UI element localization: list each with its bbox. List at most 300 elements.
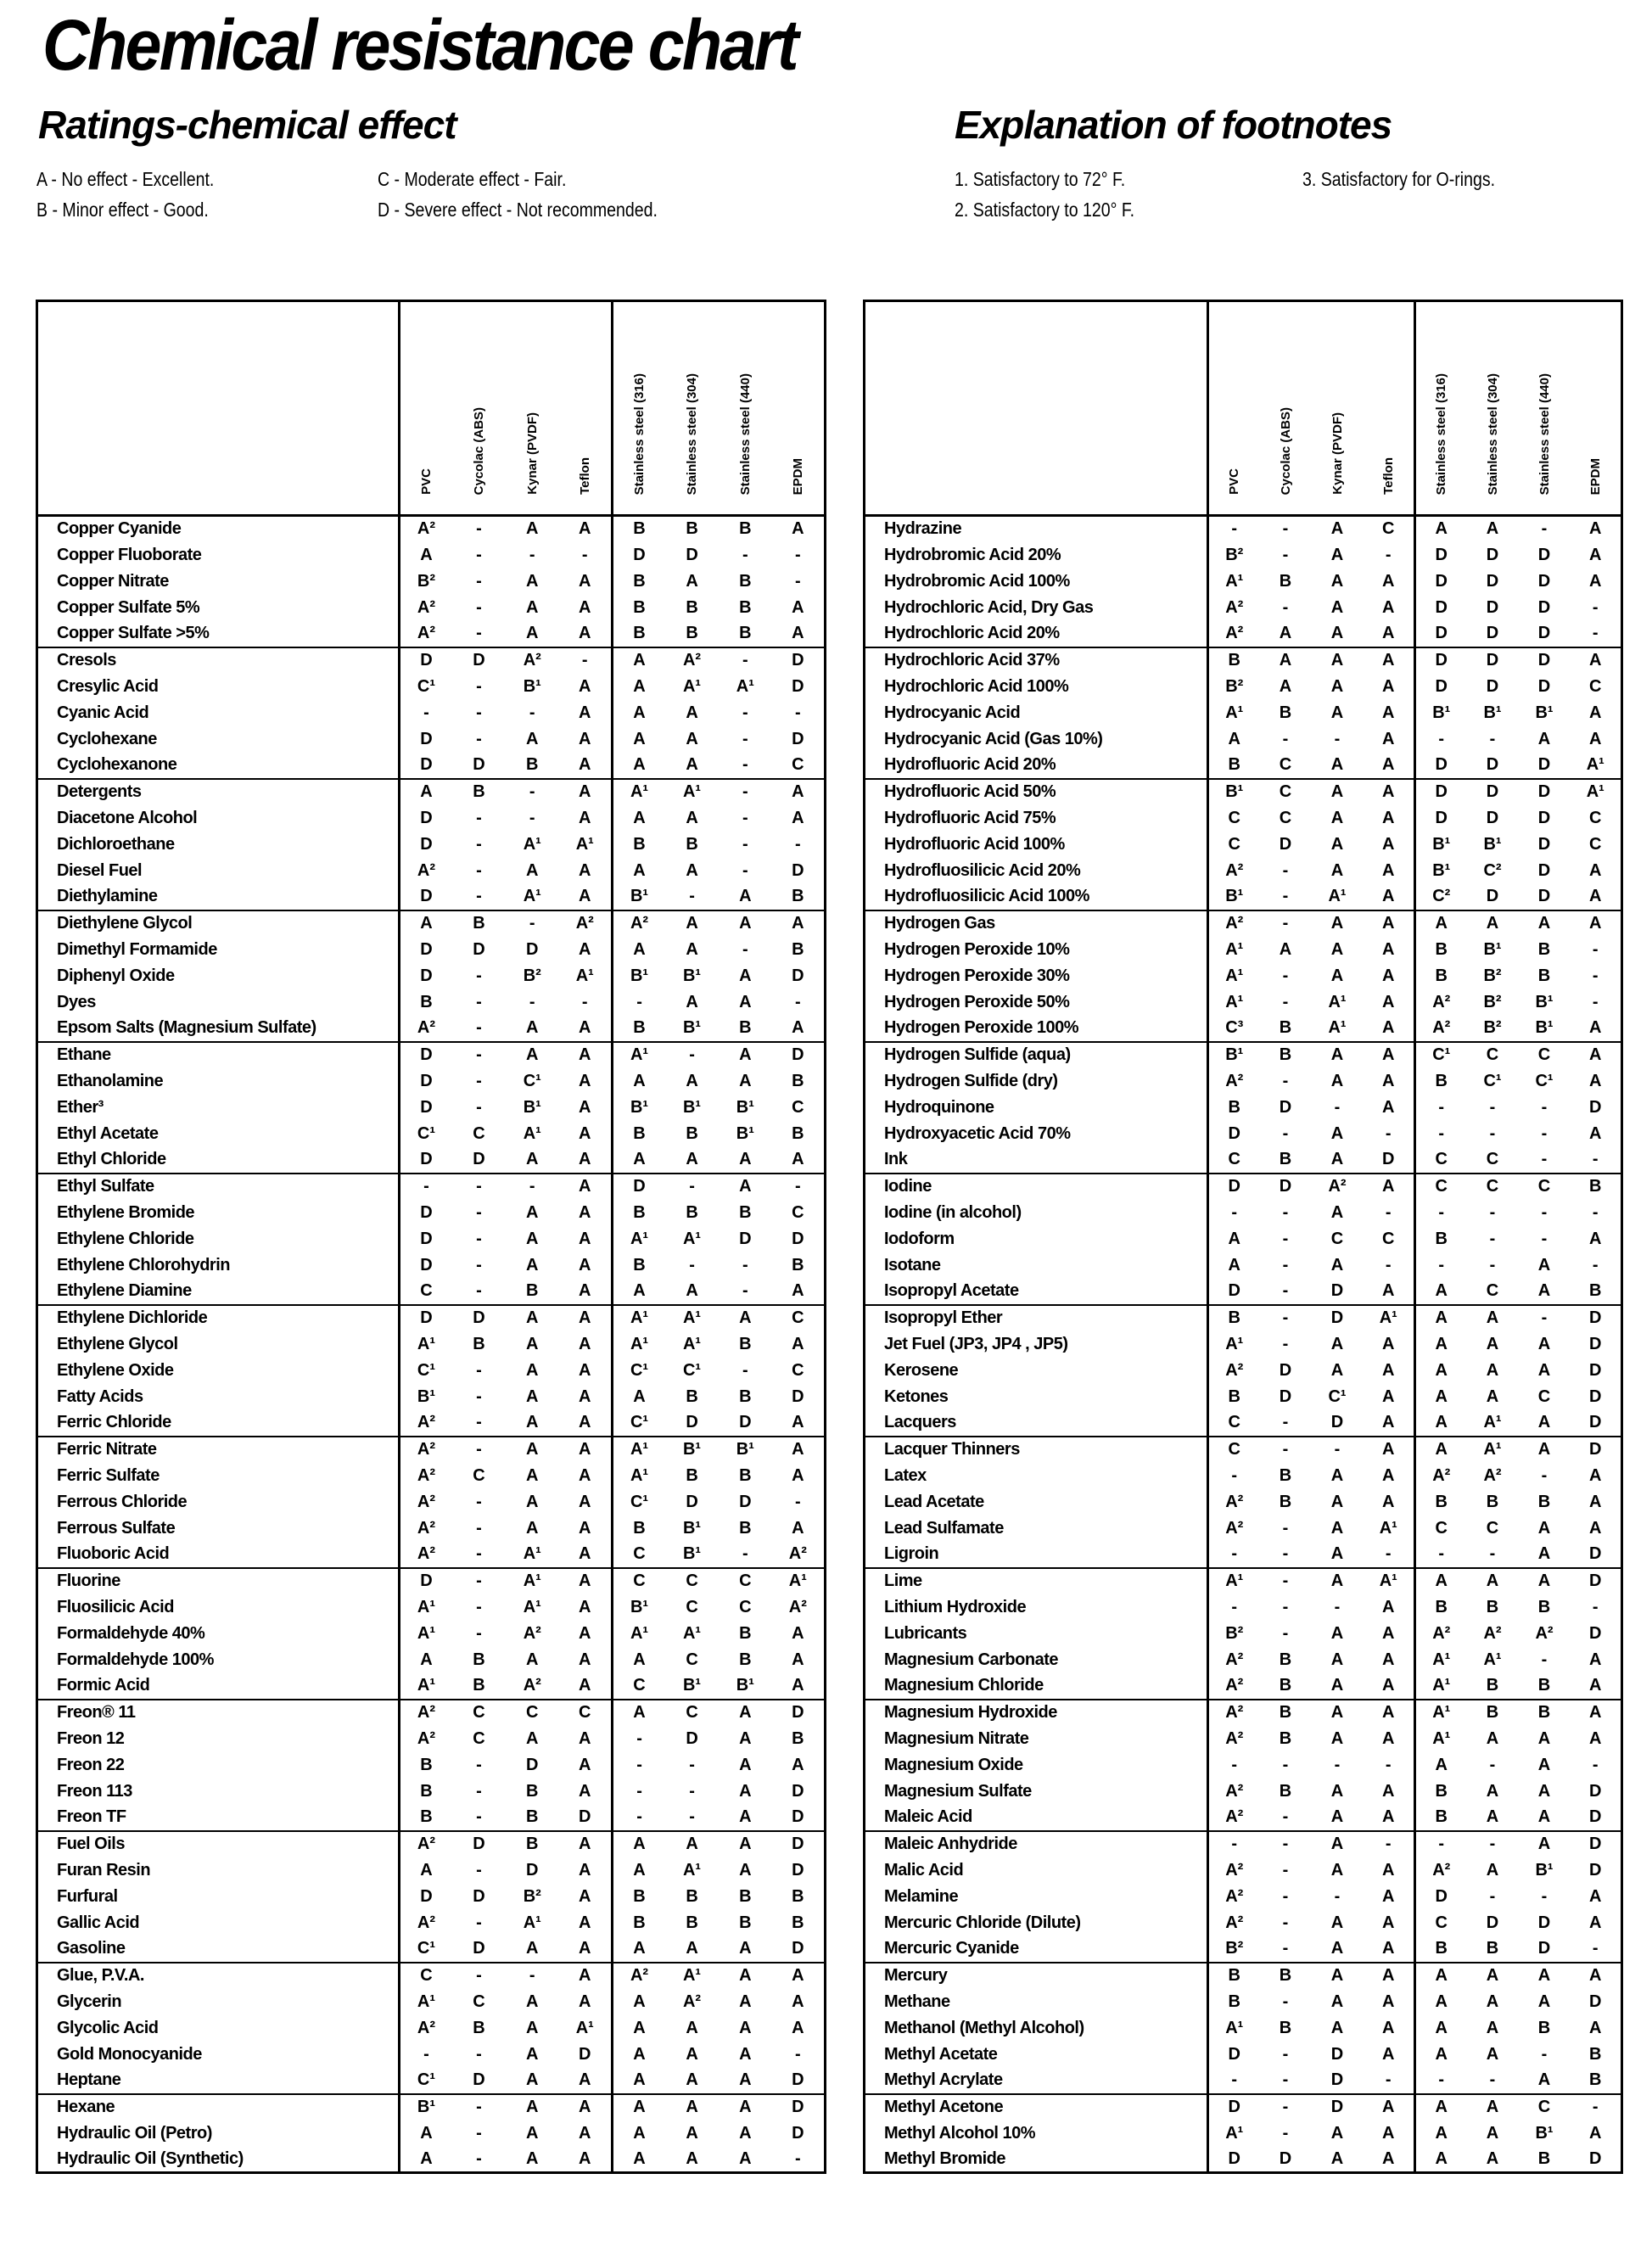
rating-cell: C² xyxy=(1483,860,1502,880)
chemical-name: Hydraulic Oil (Petro) xyxy=(37,2120,400,2147)
rating-cell: - xyxy=(1519,1147,1571,1174)
chemical-name: Freon 113 xyxy=(37,1779,400,1805)
rating-cell: A xyxy=(1364,1437,1415,1463)
rating-cell: B xyxy=(1467,1673,1519,1700)
table-row xyxy=(37,700,826,726)
col-ss316: Stainless steel (316) xyxy=(1434,373,1449,495)
rating-cell: D xyxy=(420,1229,433,1248)
rating-cell: - xyxy=(1231,1835,1238,1853)
rating-cell: A xyxy=(1330,1966,1344,1985)
rating-cell: B¹ xyxy=(1225,1045,1244,1064)
rating-cell: - xyxy=(1282,1334,1289,1353)
rating-cell: A xyxy=(1364,1857,1415,1884)
rating-cell: B xyxy=(473,2018,485,2037)
rating-cell: A xyxy=(1589,860,1602,880)
rating-cell: A xyxy=(1364,1779,1415,1805)
chemical-name: Hydrobromic Acid 20% xyxy=(865,542,1208,569)
chemical-name: Hydrogen Peroxide 100% xyxy=(865,1016,1208,1042)
rating-cell: A xyxy=(1364,595,1415,621)
rating-cell: A¹ xyxy=(1571,753,1622,779)
chemical-name: Mercuric Chloride (Dilute) xyxy=(865,1910,1208,1936)
rating-cell: A xyxy=(1364,989,1415,1016)
rating-cell: C xyxy=(772,753,826,779)
rating-cell: D xyxy=(1589,1992,1602,2011)
rating-cell: A xyxy=(792,1966,804,1985)
rating-cell: A¹ xyxy=(1225,966,1244,985)
rating-cell: A xyxy=(719,1936,772,1963)
rating-cell: A xyxy=(1364,1963,1415,1989)
chemical-name: Isotane xyxy=(865,1252,1208,1279)
table-row xyxy=(865,963,1622,989)
rating-cell: A xyxy=(686,571,698,591)
rating-cell: D xyxy=(420,1571,433,1590)
rating-cell: A xyxy=(1330,1123,1344,1143)
table-row xyxy=(37,621,826,647)
rating-cell: A xyxy=(1589,571,1602,591)
rating-cell: - xyxy=(1282,2123,1289,2143)
chemical-name: Latex xyxy=(865,1463,1208,1489)
chemical-name: Hydroxyacetic Acid 70% xyxy=(865,1121,1208,1147)
rating-cell: A xyxy=(792,1755,804,1774)
col-ss304: Stainless steel (304) xyxy=(1485,373,1500,495)
rating-cell: - xyxy=(665,884,719,910)
table-row xyxy=(865,1542,1622,1568)
rating-cell: A xyxy=(559,1779,613,1805)
rating-cell: - xyxy=(1592,939,1599,959)
rating-cell: B¹ xyxy=(1535,992,1554,1011)
chemical-name: Epsom Salts (Magnesium Sulfate) xyxy=(37,1016,400,1042)
rating-cell: A xyxy=(739,1781,752,1801)
table-row xyxy=(37,1279,826,1305)
table-row xyxy=(865,1621,1622,1647)
chemical-name: Diethylamine xyxy=(37,884,400,910)
rating-cell: - xyxy=(476,1781,482,1801)
rating-cell: D xyxy=(1486,571,1499,591)
rating-cell: D xyxy=(792,1835,804,1853)
rating-cell: C xyxy=(473,1728,485,1748)
rating-cell: A xyxy=(1330,676,1344,696)
rating-cell: B xyxy=(739,597,752,617)
col-epdm: EPDM xyxy=(1588,457,1603,495)
rating-cell: A xyxy=(559,1963,613,1989)
rating-cell: D xyxy=(719,1410,772,1437)
rating-cell: - xyxy=(1592,2098,1599,2116)
chemical-name: Mercuric Cyanide xyxy=(865,1936,1208,1963)
table-row xyxy=(865,621,1622,647)
rating-cell: A xyxy=(633,2044,646,2064)
rating-cell: D xyxy=(792,2123,804,2143)
rating-cell: C¹ xyxy=(1432,1045,1451,1064)
rating-cell: A xyxy=(1330,1465,1344,1485)
table-row xyxy=(37,1884,826,1910)
rating-cell: - xyxy=(1541,1097,1548,1117)
rating-cell: B xyxy=(739,571,752,591)
chemical-name: Hydrofluosilicic Acid 20% xyxy=(865,858,1208,884)
rating-cell: B xyxy=(1589,1177,1602,1196)
rating-cell: D xyxy=(473,939,485,959)
rating-cell: A xyxy=(612,2147,665,2173)
rating-cell: D xyxy=(792,2098,804,2116)
chemical-name: Dyes xyxy=(37,989,400,1016)
rating-cell: A xyxy=(612,1279,665,1305)
chemical-name: Ether³ xyxy=(37,1095,400,1121)
rating-cell: A¹ xyxy=(630,1334,649,1353)
rating-cell: A xyxy=(1435,1386,1448,1406)
rating-cell: - xyxy=(476,571,482,591)
rating-cell: A xyxy=(1312,1542,1364,1568)
rating-cell: - xyxy=(1364,2068,1415,2094)
rating-cell: B xyxy=(1519,2147,1571,2173)
table-row xyxy=(37,1568,826,1594)
rating-cell: A¹ xyxy=(1225,939,1244,959)
rating-cell: D xyxy=(452,1936,506,1963)
rating-cell: A xyxy=(1228,729,1240,748)
table-row xyxy=(865,1200,1622,1226)
chemical-name: Ethanolamine xyxy=(37,1068,400,1095)
rating-cell: A xyxy=(559,2147,613,2173)
rating-cell: A xyxy=(1364,1174,1415,1200)
rating-cell: A xyxy=(612,2068,665,2094)
rating-cell: - xyxy=(1592,1255,1599,1274)
rating-cell: D xyxy=(1571,1410,1622,1437)
table-row xyxy=(37,858,826,884)
rating-cell: A xyxy=(1364,1989,1415,2015)
rating-cell: D xyxy=(1519,621,1571,647)
rating-cell: B xyxy=(633,571,646,591)
rating-cell: D xyxy=(772,1805,826,1831)
rating-cell: A xyxy=(1260,621,1312,647)
rating-cell: - xyxy=(1438,1255,1445,1274)
rating-cell: B xyxy=(1519,1673,1571,1700)
rating-cell: D xyxy=(665,1410,719,1437)
rating-cell: - xyxy=(1260,1279,1312,1305)
rating-cell: A¹ xyxy=(559,832,613,858)
rating-cell: - xyxy=(529,992,535,1011)
rating-cell: - xyxy=(1592,1597,1599,1616)
rating-cell: A xyxy=(772,1279,826,1305)
rating-cell: A² xyxy=(399,1542,452,1568)
rating-cell: A² xyxy=(523,1623,541,1643)
rating-cell: A¹ xyxy=(399,1673,452,1700)
table-row xyxy=(865,1331,1622,1358)
rating-cell: B xyxy=(399,1805,452,1831)
rating-cell: - xyxy=(1231,519,1238,539)
rating-cell: A xyxy=(559,1331,613,1358)
chemical-name: Hydrazine xyxy=(865,516,1208,542)
chemical-name: Formaldehyde 40% xyxy=(37,1621,400,1647)
rating-cell: A xyxy=(633,808,646,827)
rating-cell: B¹ xyxy=(630,966,649,985)
rating-cell: - xyxy=(452,884,506,910)
rating-cell: - xyxy=(689,1045,695,1064)
rating-cell: - xyxy=(452,1410,506,1437)
rating-cell: C xyxy=(739,1597,752,1616)
rating-cell: C xyxy=(792,1360,804,1380)
table-row xyxy=(37,1226,826,1252)
rating-cell: A¹ xyxy=(1432,1650,1451,1669)
rating-cell: A² xyxy=(1432,1623,1451,1643)
rating-cell: D xyxy=(420,1097,433,1117)
rating-cell: A xyxy=(1364,674,1415,700)
rating-cell: A xyxy=(526,860,539,880)
rating-cell: A¹ xyxy=(682,782,702,801)
rating-cell: A² xyxy=(399,1016,452,1042)
rating-cell: A xyxy=(633,1071,646,1090)
rating-cell: A¹ xyxy=(559,963,613,989)
rating-cell: A xyxy=(1589,2123,1602,2143)
table-row xyxy=(37,1700,826,1726)
rating-cell: A xyxy=(559,2068,613,2094)
rating-cell: - xyxy=(1438,729,1445,748)
rating-cell: - xyxy=(742,834,748,854)
rating-cell: A xyxy=(559,1831,613,1857)
chemical-name: Cresols xyxy=(37,647,400,674)
chemical-name: Lubricants xyxy=(865,1621,1208,1647)
rating-cell: A² xyxy=(682,1992,702,2011)
rating-cell: - xyxy=(559,989,613,1016)
chemical-name: Freon TF xyxy=(37,1805,400,1831)
chemical-name: Hydrobromic Acid 100% xyxy=(865,569,1208,595)
rating-cell: - xyxy=(1260,1936,1312,1963)
rating-cell: A xyxy=(420,2123,433,2143)
rating-cell: A xyxy=(1330,1071,1344,1090)
rating-cell: A xyxy=(1415,1279,1467,1305)
rating-cell: B xyxy=(1228,1992,1240,2011)
chemical-name: Copper Cyanide xyxy=(37,516,400,542)
rating-cell: B xyxy=(686,1913,698,1932)
rating-cell: A xyxy=(526,1728,539,1748)
rating-cell: A xyxy=(633,729,646,748)
rating-cell: - xyxy=(1282,2098,1289,2116)
chemical-name: Ethyl Chloride xyxy=(37,1147,400,1174)
rating-cell: A xyxy=(1279,676,1292,696)
rating-cell: A xyxy=(1364,1410,1415,1437)
rating-cell: A¹ xyxy=(1483,1440,1502,1459)
rating-cell: - xyxy=(1282,1071,1289,1090)
rating-cell: A xyxy=(1330,1255,1344,1274)
chemical-name: Magnesium Chloride xyxy=(865,1673,1208,1700)
rating-cell: C xyxy=(1208,1410,1260,1437)
rating-cell: B¹ xyxy=(1432,834,1451,854)
rating-cell: A² xyxy=(1225,1728,1244,1748)
rating-cell: A¹ xyxy=(1225,571,1244,591)
rating-cell: A² xyxy=(1432,992,1451,1011)
rating-cell: B xyxy=(633,1518,646,1538)
rating-cell: A xyxy=(719,884,772,910)
rating-cell: D xyxy=(399,753,452,779)
rating-cell: B xyxy=(420,1755,433,1774)
rating-cell: A xyxy=(1435,1360,1448,1380)
rating-cell: - xyxy=(742,729,748,748)
rating-cell: A xyxy=(1364,1358,1415,1384)
rating-cell: - xyxy=(476,1360,482,1380)
rating-cell: D xyxy=(1537,676,1551,696)
rating-cell: A xyxy=(1467,1805,1519,1831)
rating-cell: - xyxy=(1334,1755,1341,1774)
rating-cell: A xyxy=(1364,858,1415,884)
table-row xyxy=(865,753,1622,779)
rating-cell: A xyxy=(1486,1571,1499,1590)
rating-cell: A xyxy=(1537,1518,1551,1538)
rating-cell: A xyxy=(506,1016,559,1042)
table-row xyxy=(37,1200,826,1226)
rating-cell: A¹ xyxy=(1312,884,1364,910)
table-row xyxy=(37,1805,826,1831)
rating-cell: C³ xyxy=(1208,1016,1260,1042)
rating-cell: - xyxy=(1282,2044,1289,2064)
rating-cell: D xyxy=(1312,1279,1364,1305)
table-row xyxy=(865,1121,1622,1147)
rating-cell: A xyxy=(526,1386,539,1406)
rating-cell: C xyxy=(1589,834,1602,854)
chemical-name: Cyanic Acid xyxy=(37,700,400,726)
rating-cell: D xyxy=(1486,676,1499,696)
chemical-name: Hydrochloric Acid 20% xyxy=(865,621,1208,647)
rating-cell: A xyxy=(633,939,646,959)
rating-cell: - xyxy=(476,1518,482,1538)
rating-a: A - No effect - Excellent. xyxy=(36,168,215,190)
chemical-name: Hydrogen Sulfide (dry) xyxy=(865,1068,1208,1095)
rating-cell: C xyxy=(1486,1518,1499,1538)
rating-cell: - xyxy=(1592,1202,1599,1222)
rating-cell: A xyxy=(792,1334,804,1353)
rating-cell: A xyxy=(686,914,698,933)
rating-cell: - xyxy=(1260,884,1312,910)
table-row xyxy=(37,2015,826,2042)
rating-cell: D xyxy=(1589,1097,1602,1117)
rating-cell: A xyxy=(559,1358,613,1384)
rating-cell: A xyxy=(559,1621,613,1647)
rating-cell: A² xyxy=(417,1728,436,1748)
rating-cell: A xyxy=(792,1465,804,1485)
chemical-name: Formaldehyde 100% xyxy=(37,1647,400,1673)
rating-cell: A xyxy=(665,753,719,779)
table-row xyxy=(865,1384,1622,1410)
rating-cell: A xyxy=(1330,860,1344,880)
rating-cell: - xyxy=(1282,1755,1289,1774)
rating-cell: A xyxy=(559,595,613,621)
rating-cell: A xyxy=(1519,1279,1571,1305)
rating-cell: D xyxy=(1228,1177,1240,1196)
rating-cell: A xyxy=(1435,1571,1448,1590)
rating-cell: A xyxy=(526,1440,539,1459)
rating-cell: A² xyxy=(417,1518,436,1538)
rating-cell: D xyxy=(1537,860,1551,880)
rating-cell: C xyxy=(1208,1147,1260,1174)
rating-cell: B² xyxy=(1467,1016,1519,1042)
chemical-name: Copper Fluoborate xyxy=(37,542,400,569)
rating-cell: A xyxy=(1330,703,1344,722)
rating-cell: B xyxy=(719,1016,772,1042)
rating-cell: A xyxy=(739,2044,752,2064)
rating-cell: C¹ xyxy=(630,1360,649,1380)
rating-cell: - xyxy=(529,703,535,722)
rating-cell: - xyxy=(1282,1518,1289,1538)
rating-cell: - xyxy=(1592,597,1599,617)
rating-cell: A xyxy=(1415,1410,1467,1437)
rating-cell: B² xyxy=(417,571,436,591)
rating-cell: A¹ xyxy=(736,676,754,696)
rating-cell: B¹ xyxy=(1432,860,1451,880)
rating-cell: A xyxy=(1435,1966,1448,1985)
rating-cell: D xyxy=(772,2068,826,2094)
rating-cell: A² xyxy=(1208,621,1260,647)
rating-cell: B xyxy=(612,621,665,647)
rating-cell: A xyxy=(526,519,539,539)
rating-cell: C xyxy=(1435,1913,1448,1932)
rating-cell: A xyxy=(1364,647,1415,674)
rating-cell: D xyxy=(1312,2068,1364,2094)
rating-cell: A xyxy=(1589,1966,1602,1985)
chemical-name: Hydrogen Peroxide 10% xyxy=(865,937,1208,963)
rating-cell: A xyxy=(792,1440,804,1459)
rating-cell: A xyxy=(686,2044,698,2064)
chemical-name: Diesel Fuel xyxy=(37,858,400,884)
rating-cell: A xyxy=(1364,1279,1415,1305)
table-row xyxy=(865,542,1622,569)
rating-cell: D xyxy=(1330,2098,1344,2116)
table-header xyxy=(865,301,1622,516)
table-row xyxy=(37,1147,826,1174)
chemical-name: Magnesium Sulfate xyxy=(865,1779,1208,1805)
rating-cell: A xyxy=(1364,963,1415,989)
rating-cell: A xyxy=(559,1016,613,1042)
chemical-name: Hydrocyanic Acid (Gas 10%) xyxy=(865,726,1208,753)
chemical-name: Gold Monocyanide xyxy=(37,2042,400,2068)
rating-cell: B² xyxy=(1225,1623,1244,1643)
rating-cell: B xyxy=(1589,2044,1602,2064)
rating-cell: - xyxy=(1489,1886,1496,1906)
rating-cell: C xyxy=(420,1966,433,1985)
rating-cell: B¹ xyxy=(1535,703,1554,722)
rating-cell: A¹ xyxy=(630,1623,649,1643)
rating-cell: A xyxy=(1467,2147,1519,2173)
rating-cell: C xyxy=(1435,1177,1448,1196)
rating-cell: - xyxy=(476,1045,482,1064)
rating-cell: A xyxy=(772,1410,826,1437)
rating-cell: B xyxy=(686,1202,698,1222)
header-blank xyxy=(865,301,1208,516)
rating-cell: D xyxy=(792,1781,804,1801)
rating-cell: A² xyxy=(1225,1071,1244,1090)
table-row xyxy=(865,1936,1622,1963)
rating-cell: B xyxy=(1537,1492,1551,1511)
rating-cell: - xyxy=(529,914,535,933)
rating-cell: A xyxy=(1486,2044,1499,2064)
rating-cell: A xyxy=(559,1726,613,1752)
rating-cell: D xyxy=(559,2042,613,2068)
rating-cell: - xyxy=(1541,1123,1548,1143)
rating-cell: C¹ xyxy=(523,1071,541,1090)
rating-cell: - xyxy=(1541,1650,1548,1669)
rating-cell: - xyxy=(795,992,801,1011)
rating-cell: - xyxy=(636,1781,642,1801)
table-row xyxy=(865,1068,1622,1095)
rating-cell: - xyxy=(1231,1465,1238,1485)
rating-cell: - xyxy=(1282,1992,1289,2011)
chemical-name: Copper Nitrate xyxy=(37,569,400,595)
rating-cell: B xyxy=(686,1465,698,1485)
col-pvdf: Kynar (PVDF) xyxy=(524,412,540,495)
rating-cell: - xyxy=(1282,1229,1289,1248)
rating-cell: B xyxy=(1435,1597,1448,1616)
rating-cell: A xyxy=(739,2018,752,2037)
rating-cell: A xyxy=(633,2018,646,2037)
rating-cell: A xyxy=(420,1650,433,1669)
rating-cell: A xyxy=(1330,1518,1344,1538)
rating-cell: A xyxy=(633,651,646,669)
chemical-name: Ethylene Chloride xyxy=(37,1226,400,1252)
